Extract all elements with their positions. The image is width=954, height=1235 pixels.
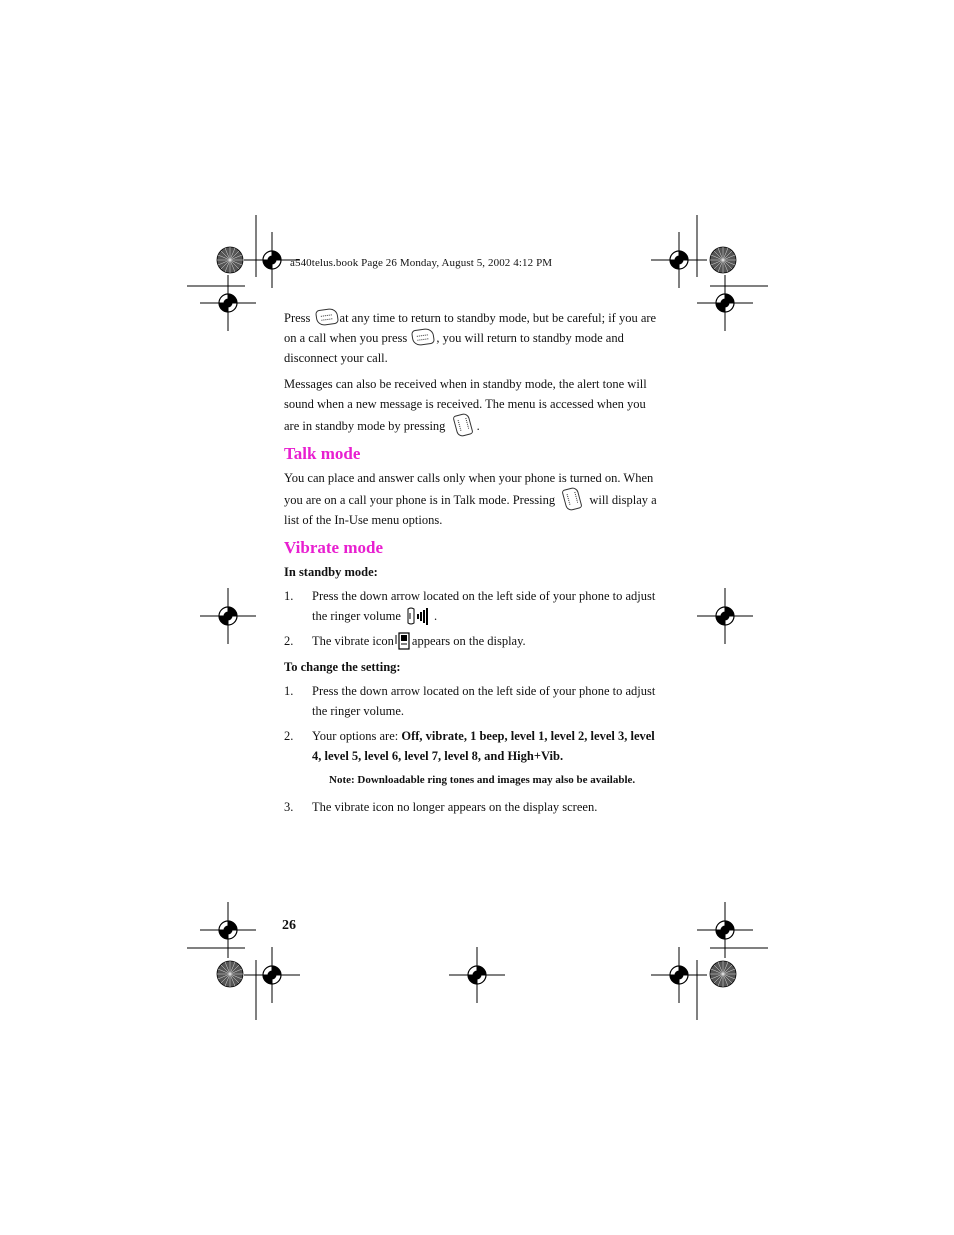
registration-crosshair-icon bbox=[200, 275, 256, 331]
registration-starburst-icon bbox=[710, 961, 736, 987]
registration-crosshair-icon bbox=[200, 902, 256, 958]
registration-starburst-icon bbox=[710, 247, 736, 273]
registration-crosshair-icon bbox=[200, 588, 256, 644]
step-text: appears on the display. bbox=[411, 634, 526, 648]
registration-crosshair-icon bbox=[449, 947, 505, 1003]
intro-text: Press bbox=[284, 311, 311, 325]
change-step-3 bbox=[284, 797, 662, 817]
registration-crosshair-icon bbox=[651, 947, 707, 1003]
step-number: 2. bbox=[284, 729, 294, 743]
print-header: a540telus.book Page 26 Monday, August 5, 2002 4:12 PM bbox=[290, 257, 553, 269]
step-text: The vibrate icon bbox=[312, 634, 394, 648]
step-number: 2. bbox=[284, 634, 294, 648]
end-key-icon bbox=[315, 308, 339, 327]
talk-mode-text: You can place and answer calls only when your phone is turned on. When you are on a call your phone is in Talk mode. Pressing bbox=[284, 471, 654, 507]
registration-crosshair-icon bbox=[697, 588, 753, 644]
registration-crosshair-icon bbox=[697, 902, 753, 958]
step-text: Your options are: bbox=[312, 729, 402, 743]
intro-paragraph-2 bbox=[284, 374, 662, 436]
vibrate-icon bbox=[395, 632, 411, 650]
menu-softkey-icon bbox=[562, 486, 583, 511]
talk-mode-paragraph bbox=[284, 468, 662, 530]
registration-crosshair-icon bbox=[244, 947, 300, 1003]
step-text: The vibrate icon no longer appears on the display screen. bbox=[312, 800, 598, 814]
registration-starburst-icon bbox=[217, 247, 243, 273]
step-text: Press the down arrow located on the left side of your phone to adjust the ringer volume bbox=[312, 589, 656, 623]
intro-paragraph-1 bbox=[284, 308, 662, 368]
talk-mode-text: will display a list of the In-Use menu options. bbox=[284, 493, 657, 527]
step-text: . bbox=[434, 609, 438, 623]
note-text: Note: Downloadable ring tones and images may also be available. bbox=[329, 774, 636, 786]
registration-starburst-icon bbox=[217, 961, 243, 987]
talk-mode-heading: Talk mode bbox=[284, 444, 361, 463]
menu-softkey-icon bbox=[452, 412, 473, 437]
change-step-1 bbox=[284, 681, 662, 721]
step-number: 1. bbox=[284, 589, 294, 603]
volume-icon bbox=[406, 607, 432, 625]
change-step-2 bbox=[284, 726, 662, 766]
intro-text: , you will return to standby mode and disconnect your call. bbox=[284, 331, 624, 365]
step-number: 1. bbox=[284, 684, 294, 698]
intro-text: . bbox=[476, 419, 480, 433]
page-number: 26 bbox=[282, 918, 296, 933]
options-list: Off, vibrate, 1 beep, level 1, level 2, level 3, level 4, level 5, level 6, level 7, level 8, and High+Vib. bbox=[312, 729, 655, 763]
vibrate-mode-heading: Vibrate mode bbox=[284, 538, 383, 557]
standby-step-2 bbox=[284, 631, 662, 651]
step-number: 3. bbox=[284, 800, 294, 814]
standby-subheading: In standby mode: bbox=[284, 565, 378, 579]
intro-text: at any time to return to standby mode, but be careful; if you are on a call when you press bbox=[284, 311, 657, 345]
page-content bbox=[284, 308, 662, 822]
registration-crosshair-icon bbox=[651, 232, 707, 288]
end-key-icon bbox=[411, 328, 435, 347]
registration-crosshair-icon bbox=[697, 275, 753, 331]
change-setting-subheading: To change the setting: bbox=[284, 660, 401, 674]
intro-text: Messages can also be received when in standby mode, the alert tone will sound when a new message is received. The menu is accessed when you are in standby mode by pressing bbox=[284, 377, 647, 433]
standby-step-1 bbox=[284, 586, 662, 626]
step-text: Press the down arrow located on the left side of your phone to adjust the ringer volume. bbox=[312, 684, 656, 718]
